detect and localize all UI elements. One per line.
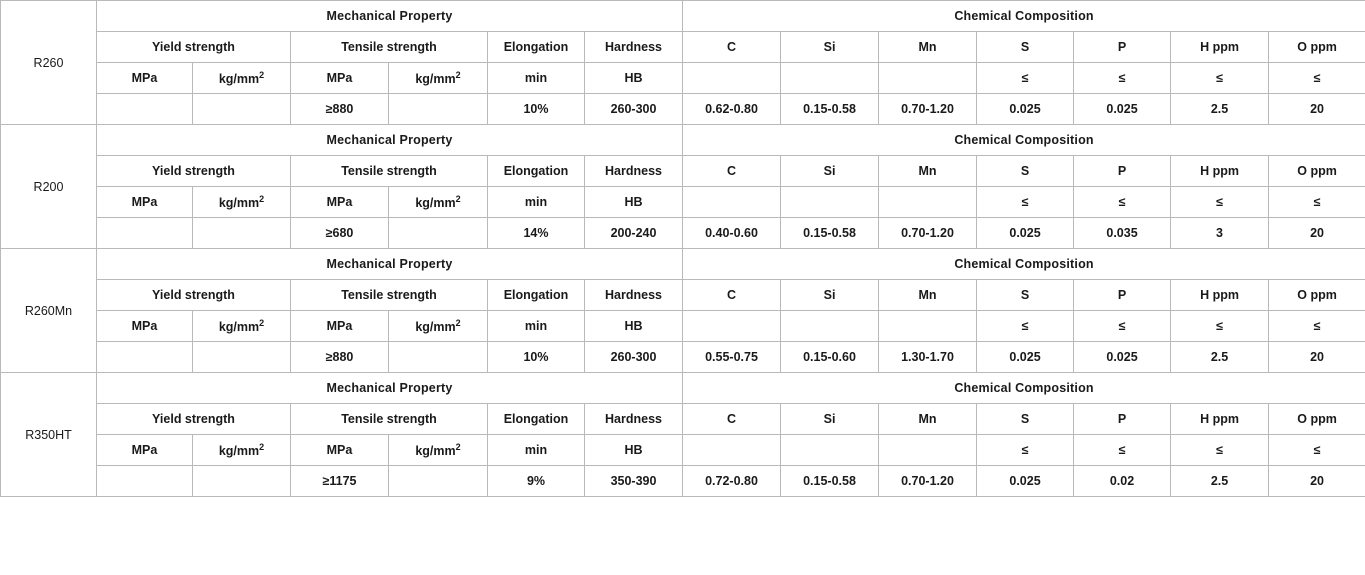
elongation-value-4: 9% — [488, 466, 585, 497]
o-unit-1: ≤ — [1269, 63, 1365, 94]
c-unit-2 — [683, 187, 781, 218]
h-ppm-header-1: H ppm — [1171, 32, 1269, 63]
o-unit-4: ≤ — [1269, 435, 1365, 466]
si-unit-1 — [781, 63, 879, 94]
s-unit-4: ≤ — [977, 435, 1074, 466]
p-value-4: 0.02 — [1074, 466, 1171, 497]
s-unit-2: ≤ — [977, 187, 1074, 218]
yield-strength-header-2: Yield strength — [97, 156, 291, 187]
c-header-2: C — [683, 156, 781, 187]
hardness-value-1: 260-300 — [585, 94, 683, 125]
hardness-header-4: Hardness — [585, 404, 683, 435]
h-ppm-header-3: H ppm — [1171, 280, 1269, 311]
unit-superscript: 2 — [259, 317, 265, 328]
h-unit-3: ≤ — [1171, 311, 1269, 342]
yield-strength-header-3: Yield strength — [97, 280, 291, 311]
hardness-header-1: Hardness — [585, 32, 683, 63]
chemical-composition-header-1: Chemical Composition — [683, 1, 1365, 32]
si-value-1: 0.15-0.58 — [781, 94, 879, 125]
h-unit-1: ≤ — [1171, 63, 1269, 94]
hardness-unit-3: HB — [585, 311, 683, 342]
yield-unit-mpa-2: MPa — [97, 187, 193, 218]
s-header-3: S — [977, 280, 1074, 311]
hardness-unit-1: HB — [585, 63, 683, 94]
table-row — [1, 218, 1365, 249]
yield-unit-kgmm2-2 — [193, 187, 291, 218]
elongation-header-4: Elongation — [488, 404, 585, 435]
o-unit-3: ≤ — [1269, 311, 1365, 342]
unit-superscript: 2 — [259, 193, 265, 204]
mechanical-property-header-2: Mechanical Property — [97, 125, 683, 156]
p-value-1: 0.025 — [1074, 94, 1171, 125]
elongation-header-1: Elongation — [488, 32, 585, 63]
chemical-composition-header-2: Chemical Composition — [683, 125, 1365, 156]
unit-text: kg/mm — [218, 444, 260, 459]
tensile-unit-kgmm2-1 — [389, 63, 488, 94]
s-header-4: S — [977, 404, 1074, 435]
o-value-4: 20 — [1269, 466, 1365, 497]
o-value-2: 20 — [1269, 218, 1365, 249]
unit-superscript: 2 — [455, 193, 461, 204]
hardness-header-2: Hardness — [585, 156, 683, 187]
elongation-header-2: Elongation — [488, 156, 585, 187]
table-row — [1, 125, 1365, 156]
mn-unit-3 — [879, 311, 977, 342]
c-unit-3 — [683, 311, 781, 342]
p-value-3: 0.025 — [1074, 342, 1171, 373]
tensile-unit-mpa-2: MPa — [291, 187, 389, 218]
si-unit-4 — [781, 435, 879, 466]
p-unit-3: ≤ — [1074, 311, 1171, 342]
si-unit-3 — [781, 311, 879, 342]
p-header-2: P — [1074, 156, 1171, 187]
grade-label-3: R260Mn — [1, 249, 97, 373]
yield-unit-mpa-1: MPa — [97, 63, 193, 94]
tensile-mpa-value-1: ≥880 — [291, 94, 389, 125]
unit-superscript: 2 — [455, 69, 461, 80]
yield-mpa-value-4 — [97, 466, 193, 497]
o-ppm-header-3: O ppm — [1269, 280, 1365, 311]
p-unit-1: ≤ — [1074, 63, 1171, 94]
table-row — [1, 280, 1365, 311]
table-row — [1, 1, 1365, 32]
si-header-2: Si — [781, 156, 879, 187]
elongation-value-3: 10% — [488, 342, 585, 373]
tensile-unit-mpa-3: MPa — [291, 311, 389, 342]
unit-text: kg/mm — [415, 444, 456, 459]
yield-unit-mpa-3: MPa — [97, 311, 193, 342]
hardness-value-2: 200-240 — [585, 218, 683, 249]
o-unit-2: ≤ — [1269, 187, 1365, 218]
o-ppm-header-1: O ppm — [1269, 32, 1365, 63]
unit-text: kg/mm — [218, 72, 260, 87]
c-value-4: 0.72-0.80 — [683, 466, 781, 497]
h-value-1: 2.5 — [1171, 94, 1269, 125]
yield-kgmm2-value-3 — [193, 342, 291, 373]
tensile-strength-header-2: Tensile strength — [291, 156, 488, 187]
hardness-header-3: Hardness — [585, 280, 683, 311]
tensile-kgmm2-value-1 — [389, 94, 488, 125]
yield-mpa-value-2 — [97, 218, 193, 249]
hardness-unit-4: HB — [585, 435, 683, 466]
s-value-3: 0.025 — [977, 342, 1074, 373]
table-row — [1, 342, 1365, 373]
mn-header-3: Mn — [879, 280, 977, 311]
unit-superscript: 2 — [455, 441, 461, 452]
s-unit-1: ≤ — [977, 63, 1074, 94]
chemical-composition-header-4: Chemical Composition — [683, 373, 1365, 404]
tensile-mpa-value-3: ≥880 — [291, 342, 389, 373]
s-value-2: 0.025 — [977, 218, 1074, 249]
c-unit-4 — [683, 435, 781, 466]
mechanical-property-header-1: Mechanical Property — [97, 1, 683, 32]
c-value-3: 0.55-0.75 — [683, 342, 781, 373]
mechanical-property-header-4: Mechanical Property — [97, 373, 683, 404]
si-header-4: Si — [781, 404, 879, 435]
h-value-2: 3 — [1171, 218, 1269, 249]
unit-text: kg/mm — [415, 320, 456, 335]
yield-mpa-value-3 — [97, 342, 193, 373]
elongation-unit-2: min — [488, 187, 585, 218]
table-row — [1, 435, 1365, 466]
tensile-unit-mpa-4: MPa — [291, 435, 389, 466]
tensile-mpa-value-4: ≥1175 — [291, 466, 389, 497]
table-row — [1, 156, 1365, 187]
s-value-1: 0.025 — [977, 94, 1074, 125]
hardness-unit-2: HB — [585, 187, 683, 218]
p-header-4: P — [1074, 404, 1171, 435]
yield-mpa-value-1 — [97, 94, 193, 125]
o-value-1: 20 — [1269, 94, 1365, 125]
mn-header-4: Mn — [879, 404, 977, 435]
s-unit-3: ≤ — [977, 311, 1074, 342]
unit-superscript: 2 — [455, 317, 461, 328]
c-value-2: 0.40-0.60 — [683, 218, 781, 249]
elongation-unit-1: min — [488, 63, 585, 94]
yield-unit-kgmm2-4 — [193, 435, 291, 466]
table-body — [1, 1, 1365, 497]
yield-kgmm2-value-1 — [193, 94, 291, 125]
p-value-2: 0.035 — [1074, 218, 1171, 249]
tensile-unit-mpa-1: MPa — [291, 63, 389, 94]
p-header-1: P — [1074, 32, 1171, 63]
o-value-3: 20 — [1269, 342, 1365, 373]
mn-unit-1 — [879, 63, 977, 94]
grade-label-4: R350HT — [1, 373, 97, 497]
si-value-2: 0.15-0.58 — [781, 218, 879, 249]
unit-superscript: 2 — [259, 441, 265, 452]
mechanical-property-header-3: Mechanical Property — [97, 249, 683, 280]
p-header-3: P — [1074, 280, 1171, 311]
si-value-3: 0.15-0.60 — [781, 342, 879, 373]
yield-kgmm2-value-4 — [193, 466, 291, 497]
p-unit-4: ≤ — [1074, 435, 1171, 466]
table-row — [1, 249, 1365, 280]
si-unit-2 — [781, 187, 879, 218]
mn-value-1: 0.70-1.20 — [879, 94, 977, 125]
yield-strength-header-4: Yield strength — [97, 404, 291, 435]
h-value-4: 2.5 — [1171, 466, 1269, 497]
c-header-3: C — [683, 280, 781, 311]
h-value-3: 2.5 — [1171, 342, 1269, 373]
table-row — [1, 311, 1365, 342]
mn-header-2: Mn — [879, 156, 977, 187]
mn-value-4: 0.70-1.20 — [879, 466, 977, 497]
o-ppm-header-2: O ppm — [1269, 156, 1365, 187]
elongation-value-1: 10% — [488, 94, 585, 125]
table-row — [1, 404, 1365, 435]
unit-text: kg/mm — [415, 196, 456, 211]
yield-kgmm2-value-2 — [193, 218, 291, 249]
h-unit-4: ≤ — [1171, 435, 1269, 466]
tensile-unit-kgmm2-4 — [389, 435, 488, 466]
yield-unit-mpa-4: MPa — [97, 435, 193, 466]
elongation-value-2: 14% — [488, 218, 585, 249]
mn-header-1: Mn — [879, 32, 977, 63]
si-header-1: Si — [781, 32, 879, 63]
tensile-mpa-value-2: ≥680 — [291, 218, 389, 249]
table-row — [1, 466, 1365, 497]
table-row — [1, 187, 1365, 218]
c-value-1: 0.62-0.80 — [683, 94, 781, 125]
hardness-value-4: 350-390 — [585, 466, 683, 497]
yield-unit-kgmm2-3 — [193, 311, 291, 342]
s-header-2: S — [977, 156, 1074, 187]
table-row — [1, 373, 1365, 404]
unit-text: kg/mm — [218, 196, 260, 211]
p-unit-2: ≤ — [1074, 187, 1171, 218]
tensile-kgmm2-value-3 — [389, 342, 488, 373]
yield-unit-kgmm2-1 — [193, 63, 291, 94]
hardness-value-3: 260-300 — [585, 342, 683, 373]
tensile-strength-header-4: Tensile strength — [291, 404, 488, 435]
s-header-1: S — [977, 32, 1074, 63]
tensile-unit-kgmm2-3 — [389, 311, 488, 342]
mn-value-2: 0.70-1.20 — [879, 218, 977, 249]
h-unit-2: ≤ — [1171, 187, 1269, 218]
mn-value-3: 1.30-1.70 — [879, 342, 977, 373]
unit-superscript: 2 — [259, 69, 265, 80]
c-header-1: C — [683, 32, 781, 63]
c-unit-1 — [683, 63, 781, 94]
s-value-4: 0.025 — [977, 466, 1074, 497]
grade-label-1: R260 — [1, 1, 97, 125]
mn-unit-4 — [879, 435, 977, 466]
tensile-kgmm2-value-4 — [389, 466, 488, 497]
c-header-4: C — [683, 404, 781, 435]
elongation-unit-3: min — [488, 311, 585, 342]
tensile-kgmm2-value-2 — [389, 218, 488, 249]
yield-strength-header-1: Yield strength — [97, 32, 291, 63]
elongation-unit-4: min — [488, 435, 585, 466]
grade-label-2: R200 — [1, 125, 97, 249]
unit-text: kg/mm — [218, 320, 260, 335]
unit-text: kg/mm — [415, 72, 456, 87]
si-value-4: 0.15-0.58 — [781, 466, 879, 497]
tensile-strength-header-1: Tensile strength — [291, 32, 488, 63]
o-ppm-header-4: O ppm — [1269, 404, 1365, 435]
chemical-composition-header-3: Chemical Composition — [683, 249, 1365, 280]
h-ppm-header-4: H ppm — [1171, 404, 1269, 435]
tensile-unit-kgmm2-2 — [389, 187, 488, 218]
elongation-header-3: Elongation — [488, 280, 585, 311]
h-ppm-header-2: H ppm — [1171, 156, 1269, 187]
table-row — [1, 32, 1365, 63]
mn-unit-2 — [879, 187, 977, 218]
si-header-3: Si — [781, 280, 879, 311]
table-row — [1, 94, 1365, 125]
tensile-strength-header-3: Tensile strength — [291, 280, 488, 311]
table-row — [1, 63, 1365, 94]
